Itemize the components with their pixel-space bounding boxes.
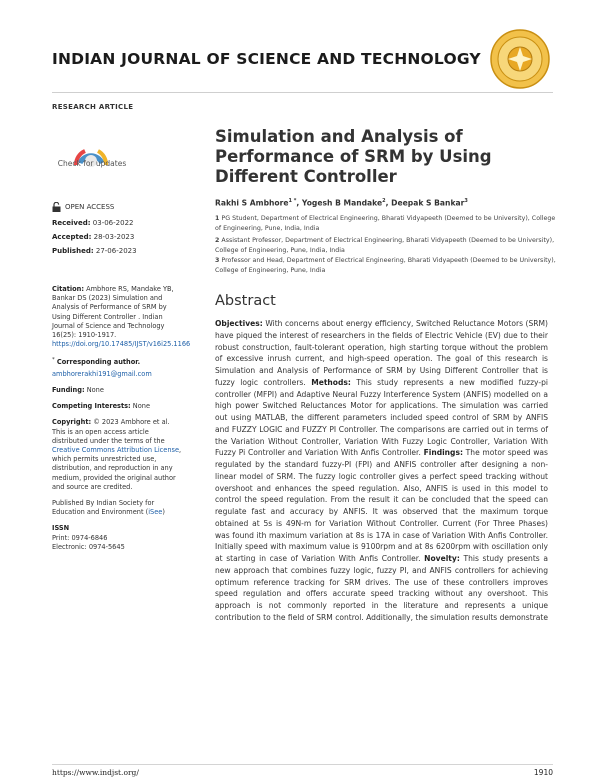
- issn: ISSN Print: 0974-6846 Electronic: 0974-5645: [52, 524, 125, 551]
- abstract-body: Objectives: With concerns about energy efficiency, Switched Reluctance Motors (SRM) have piqued the interest of researchers in the fields of Electric Vehicle (EV) due to their robust construction, fault-tolerant operation, high starting torque without the problem of excessive inrush current, and high-speed operation. The goal of this research is Simulation and Analysis of Performance of SRM by Using Different Controller that is fuzzy logic controllers. Methods: This study represents a new modified fuzzy-pi controller (MFPI) and Adaptive Neural Fuzzy Interference System (ANFIS) modelled on a high power Switched Reluctances Motor for applications. The simulation was carried out using MATLAB, the different parameters included speed control of SRM by ANFIS and FUZZY LOGIC and FUZZY PI Controller. The comparisons are carried out in terms of the Variation Without Controller, Variation With Fuzzy Logic Controller, Variation With Fuzzy Pi Controller and Variation With Anfis Controller. Findings: The motor speed was regulated by the standard fuzzy-PI (FPI) and ANFIS controller after designing a non-linear model of SRM. The fuzzy logic controller gives a perfect speed tracking without overshoot and enhances the speed regulation. Also, ANFIS is used in this model to control the speed regulation. From the result it can be concluded that the speed can regulate fast and accuracy by ANFIS. It was observed that the maximum torque obtained at 5s is 49N-m for Variation Without Controller. Current (For Three Phases) was found ith maximum variation at 8s is 17A in case of Variation With Anfis Controller. Initially speed with maximum value is 9100rpm and at 8s 6200rpm with oscillation only at starting in case of Variation With Anfis Controller. Novelty: This study presents a new approach that combines fuzzy logic, fuzzy PI, and ANFIS controllers for achieving optimum reference tracking for SRM drives. The use of these controllers improves speed regulation and offers accurate speed tracking without any overshoot. This approach is not commonly reported in the literature and represents a unique contribution to the field of SRM control. Additionally, the simulation results demonstrate: [215, 319, 549, 622]
- author-1: Rakhi S Ambhore: [215, 198, 289, 208]
- copyright: Copyright: © 2023 Ambhore et al. This is an open access article distributed under the terms of the Creative Commons Attribution License, which permits unrestricted use, distribution, and reproduction in any medium, provided the original author and source are credited.: [52, 418, 182, 491]
- author-3: Deepak S Bankar: [391, 198, 465, 208]
- doi-link[interactable]: https://doi.org/10.17485/IJST/v16i25.1166: [52, 340, 191, 349]
- journal-title: INDIAN JOURNAL OF SCIENCE AND TECHNOLOGY: [52, 50, 481, 68]
- paper-title: Simulation and Analysis of Performance of SRM by Using Different Controller: [215, 127, 492, 186]
- affiliation: 2 Assistant Professor, Department of Electrical Engineering, Bharati Vidyapeeth (Deemed to be University), College of Engineering, Pune, India, India: [215, 237, 555, 254]
- isee-link[interactable]: iSee: [148, 508, 163, 517]
- abstract-heading: Abstract: [215, 293, 276, 309]
- open-lock-icon: [52, 202, 61, 212]
- received-date: Received: 03-06-2022: [52, 219, 134, 227]
- author-email[interactable]: ambhorerakhi191@gmail.com: [52, 369, 152, 378]
- page-number: 1910: [533, 768, 553, 777]
- affiliation: 3 Professor and Head, Department of Electrical Engineering, Bharati Vidyapeeth (Deemed to be University), College of Engineering, Pune, India: [215, 257, 556, 274]
- accepted-date: Accepted: 28-03-2023: [52, 233, 135, 241]
- article-dates: [52, 216, 137, 258]
- competing-interests: Competing Interests: None: [52, 402, 150, 411]
- open-access-label: OPEN ACCESS: [65, 203, 115, 211]
- article-info-sidebar: [52, 285, 191, 552]
- publisher: Published By Indian Society for Education and Environment (iSee): [52, 499, 165, 517]
- footer-divider: [52, 764, 553, 765]
- check-for-updates-icon[interactable]: [60, 132, 122, 180]
- funding: Funding: None: [52, 386, 104, 395]
- footer-url-link[interactable]: https://www.indjst.org/: [52, 768, 139, 777]
- journal-logo-icon: [489, 28, 551, 90]
- article-type-label: RESEARCH ARTICLE: [52, 103, 134, 111]
- published-date: Published: 27-06-2023: [52, 247, 137, 255]
- check-for-updates-label[interactable]: Check for updates: [57, 159, 127, 168]
- header-divider: [52, 92, 553, 93]
- author-list: Rakhi S Ambhore$^{1 *}$, Yogesh B Mandake$^2$, Deepak S Bankar$^3$: [215, 198, 468, 208]
- license-link[interactable]: Creative Commons Attribution License: [52, 446, 180, 455]
- corresponding-author: * Corresponding author.: [52, 357, 141, 367]
- citation: Citation: Ambhore RS, Mandake YB, Bankar DS (2023) Simulation and Analysis of Performance of SRM by Using Different Controller . Indian Journal of Science and Technology 16(25): 1910-1917. https://doi.org/10.17485/IJST/v16i25.1166: [52, 285, 191, 349]
- author-2: Yogesh B Mandake: [301, 198, 383, 208]
- affiliation: 1 PG Student, Department of Electrical Engineering, Bharati Vidyapeeth (Deemed to be University), College of Engineering, Pune, India, India: [215, 215, 556, 232]
- open-access-badge: [52, 202, 114, 212]
